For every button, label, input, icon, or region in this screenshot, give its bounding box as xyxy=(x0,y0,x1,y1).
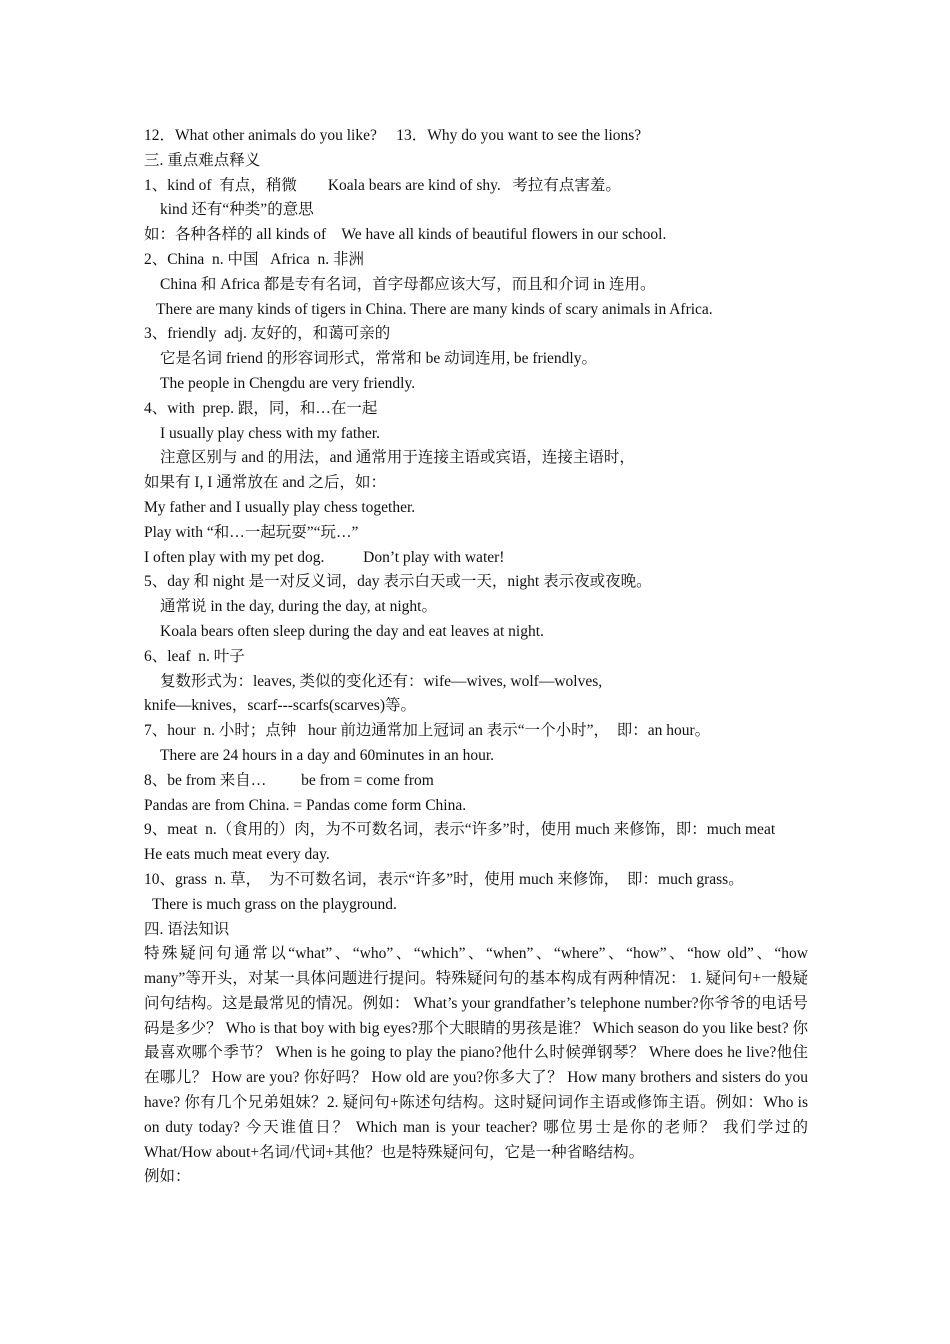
text-line: 6、leaf n. 叶子 xyxy=(144,647,245,665)
text-line: 通常说 in the day, during the day, at night。 xyxy=(160,598,437,616)
text-line: There is much grass on the playground. xyxy=(152,895,397,913)
text-line: 注意区别与 and 的用法，and 通常用于连接主语或宾语，连接主语时， xyxy=(160,449,635,467)
text-line: 1、kind of 有点，稍微 Koala bears are kind of shy. 考拉有点害羞。 xyxy=(144,176,621,194)
text-line: He eats much meat every day. xyxy=(144,846,330,864)
text-line: 10、grass n. 草， 为不可数名词，表示“许多”时，使用 much 来修饰， 即：much grass。 xyxy=(144,870,744,888)
text-lines xyxy=(144,124,808,942)
text-line: 它是名词 friend 的形容词形式，常常和 be 动词连用, be friendly。 xyxy=(160,350,597,368)
text-line: 4、with prep. 跟，同，和…在一起 xyxy=(144,399,378,417)
text-line: 四. 语法知识 xyxy=(144,920,230,938)
text-line: 如：各种各样的 all kinds of We have all kinds of beautiful flowers in our school. xyxy=(144,226,667,244)
text-line: There are 24 hours in a day and 60minutes in an hour. xyxy=(160,746,495,764)
text-line: 12．What other animals do you like? 13．Why do you want to see the lions? xyxy=(144,127,642,144)
text-line: I often play with my pet dog. Don’t play with water! xyxy=(144,548,505,566)
text-line: 8、be from 来自… be from = come from xyxy=(144,771,434,789)
text-line: kind 还有“种类”的意思 xyxy=(160,201,314,219)
text-line: 复数形式为：leaves, 类似的变化还有：wife—wives, wolf—wolves, xyxy=(160,672,603,690)
text-line: 9、meat n.（食用的）肉，为不可数名词，表示“许多”时，使用 much 来修饰，即：much meat xyxy=(144,821,776,839)
grammar-paragraph: 特殊疑问句通常以“what”、“who”、“which”、“when”、“where”、“how”、“how old”、“how many”等开头，对某一具体问题进行提问。特殊疑问句的基本构成有两种情况： 1. 疑问句+一般疑问句结构。这是最常见的情况。例如： What’s your grandfather’s telephone number?你爷爷的电话号码是多少？ Who is that boy with big eyes?那个大眼睛的男孩是谁？ Which season do you like best? 你最喜欢哪个季节？ When is he going to play the piano?他什么时候弹钢琴？ Where does he live?他住在哪儿？ How are you? 你好吗？ How old are you?你多大了？ How many brothers and sisters do you have? 你有几个兄弟姐妹？2. 疑问句+陈述句结构。这时疑问词作主语或修饰主语。例如：Who is on duty today? 今天谁值日？ Which man is your teacher? 哪位男士是你的老师？ 我们学过的 What/How about+名词/代词+其他？也是特殊疑问句，它是一种省略结构。 xyxy=(144,945,808,1161)
text-line: knife—knives，scarf---scarfs(scarves)等。 xyxy=(144,697,416,715)
text-line: My father and I usually play chess together. xyxy=(144,498,416,516)
text-line: 三. 重点难点释义 xyxy=(144,151,261,169)
text-line: There are many kinds of tigers in China. There are many kinds of scary animals in Africa. xyxy=(156,300,713,318)
text-line: I usually play chess with my father. xyxy=(160,424,380,442)
closing-line: 例如： xyxy=(144,1168,191,1186)
text-line: Play with “和…一起玩耍”“玩…” xyxy=(144,523,359,541)
document-content xyxy=(144,124,808,1190)
text-line: 如果有 I, I 通常放在 and 之后，如： xyxy=(144,474,386,492)
text-line: 3、friendly adj. 友好的，和蔼可亲的 xyxy=(144,325,391,343)
text-line: Koala bears often sleep during the day and eat leaves at night. xyxy=(160,622,544,640)
text-line: The people in Chengdu are very friendly. xyxy=(160,374,416,392)
text-line: China 和 Africa 都是专有名词，首字母都应该大写，而且和介词 in 连用。 xyxy=(160,275,656,293)
text-line: 2、China n. 中国 Africa n. 非洲 xyxy=(144,250,364,268)
text-line: 5、day 和 night 是一对反义词，day 表示白天或一天，night 表示夜或夜晚。 xyxy=(144,573,652,591)
text-line: Pandas are from China. = Pandas come form China. xyxy=(144,796,467,814)
text-line: 7、hour n. 小时；点钟 hour 前边通常加上冠词 an 表示“一个小时”， 即：an hour。 xyxy=(144,722,711,740)
